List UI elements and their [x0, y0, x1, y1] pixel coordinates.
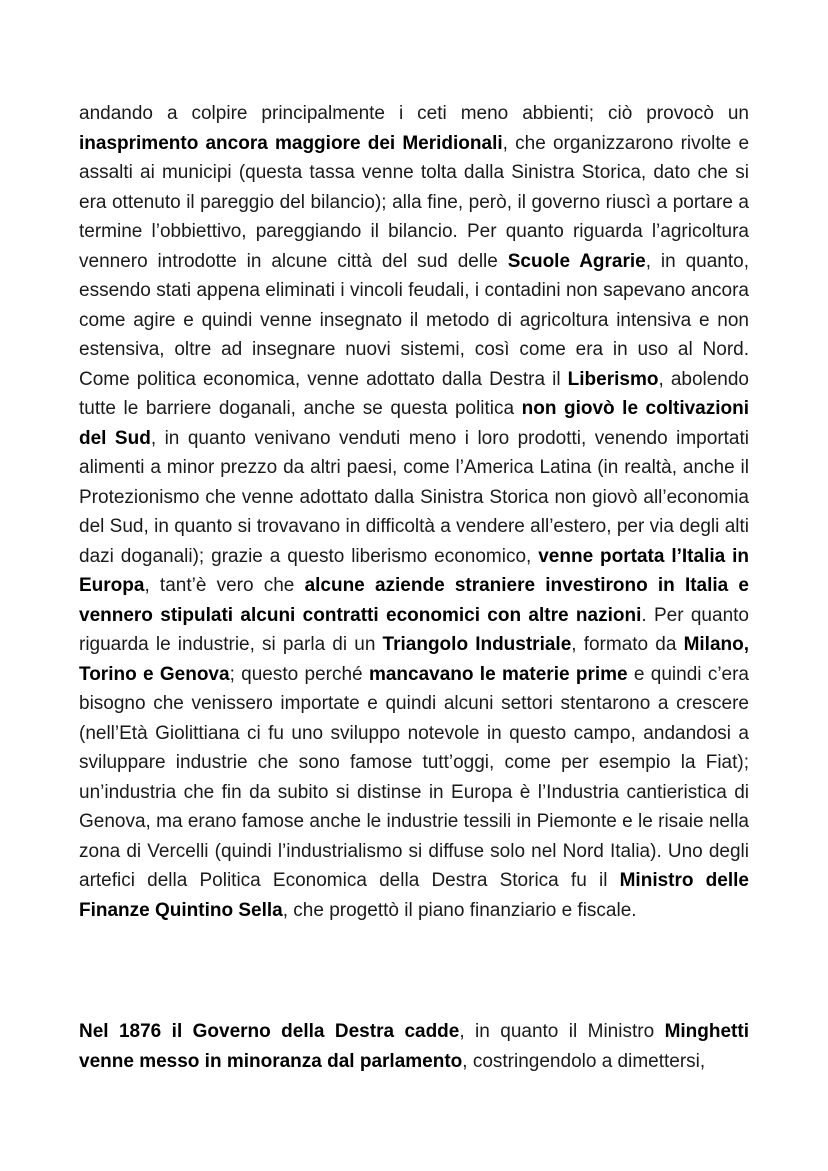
bold-segment: inasprimento ancora maggiore dei Meridionali — [79, 132, 503, 154]
text-segment: , in quanto venivano venduti meno i loro prodotti, venendo importati alimenti a minor prezzo da altri paesi, come l’America Latina (in realtà, anche il Protezionismo che venne adottato dalla Sinistra Storica non giovò all’economia del Sud, in quanto si trovavano in difficoltà a vendere all’estero, per via degli alti dazi doganali); grazie a questo liberismo economico, — [79, 427, 749, 567]
text-segment: , costringendolo a dimettersi, — [462, 1050, 706, 1072]
text-segment: ; questo perché — [229, 663, 369, 685]
bold-segment: Triangolo Industriale — [382, 634, 572, 655]
bold-segment: Milano, Torino e Genova — [79, 634, 750, 685]
bold-segment: Scuole Agrarie — [507, 250, 646, 272]
text-segment: , che progettò il piano finanziario e fiscale. — [282, 899, 637, 921]
bold-segment: alcune aziende straniere investirono in Italia e vennero stipulati alcuni contratti economici con altre nazioni — [79, 575, 749, 626]
bold-segment: mancavano le materie prime — [368, 663, 628, 685]
text-segment: e quindi c’era bisogno che venissero importate e quindi alcuni settori stentarono a crescere (nell’Età Giolittiana ci fu uno sviluppo notevole in questo campo, andandosi a sviluppare industrie che sono famose tutt’oggi, come per esempio la Fiat); un’industria che fin da subito si distinse in Europa è l’Industria cantieristica di Genova, ma erano famose anche le industrie tessili in Piemonte e le risaie nella zona di Vercelli (quindi l’industrialismo si diffuse solo nel Nord Italia). Uno degli artefici della Politica Economica della Destra Storica fu il — [79, 663, 749, 891]
paragraph-economic-policy — [79, 99, 749, 925]
text-segment: andando a colpire principalmente i ceti meno abbienti; ciò provocò un — [79, 103, 749, 124]
text-segment: . Per quanto riguarda le industrie, si parla di un — [79, 604, 749, 655]
paragraph-text — [79, 99, 749, 925]
bold-segment: Liberismo — [567, 368, 659, 390]
text-segment: , tant’è vero che — [144, 575, 305, 596]
paragraph-text — [79, 1017, 749, 1076]
text-segment: , formato da — [571, 634, 684, 655]
bold-segment: Nel 1876 il Governo della Destra cadde — [79, 1021, 460, 1042]
bold-segment: non giovò le coltivazioni del Sud — [79, 398, 750, 449]
text-segment: , che organizzarono rivolte e assalti ai municipi (questa tassa venne tolta dalla Sinistra Storica, dato che si era ottenuto il pareggio del bilancio); alla fine, però, il governo riuscì a portare a termine l’obbiettivo, pareggiando il bilancio. Per quanto riguarda l’agricoltura vennero introdotte in alcune città del sud delle — [79, 132, 750, 272]
bold-segment: Minghetti venne messo in minoranza dal parlamento — [79, 1021, 749, 1072]
bold-segment: venne portata l’Italia in Europa — [79, 545, 749, 596]
bold-segment: Ministro delle Finanze Quintino Sella — [79, 870, 749, 921]
text-segment: , in quanto, essendo stati appena eliminati i vincoli feudali, i contadini non sapevano ancora come agire e quindi venne insegnato il metodo di agricoltura intensiva e non estensiva, oltre ad insegnare nuovi sistemi, così come era in uso al Nord. Come politica economica, venne adottato dalla Destra il — [79, 250, 749, 390]
text-segment: , abolendo tutte le barriere doganali, anche se questa politica — [79, 368, 750, 419]
text-segment: , in quanto il Ministro — [459, 1021, 665, 1042]
paragraph-government-fall — [79, 1017, 749, 1076]
